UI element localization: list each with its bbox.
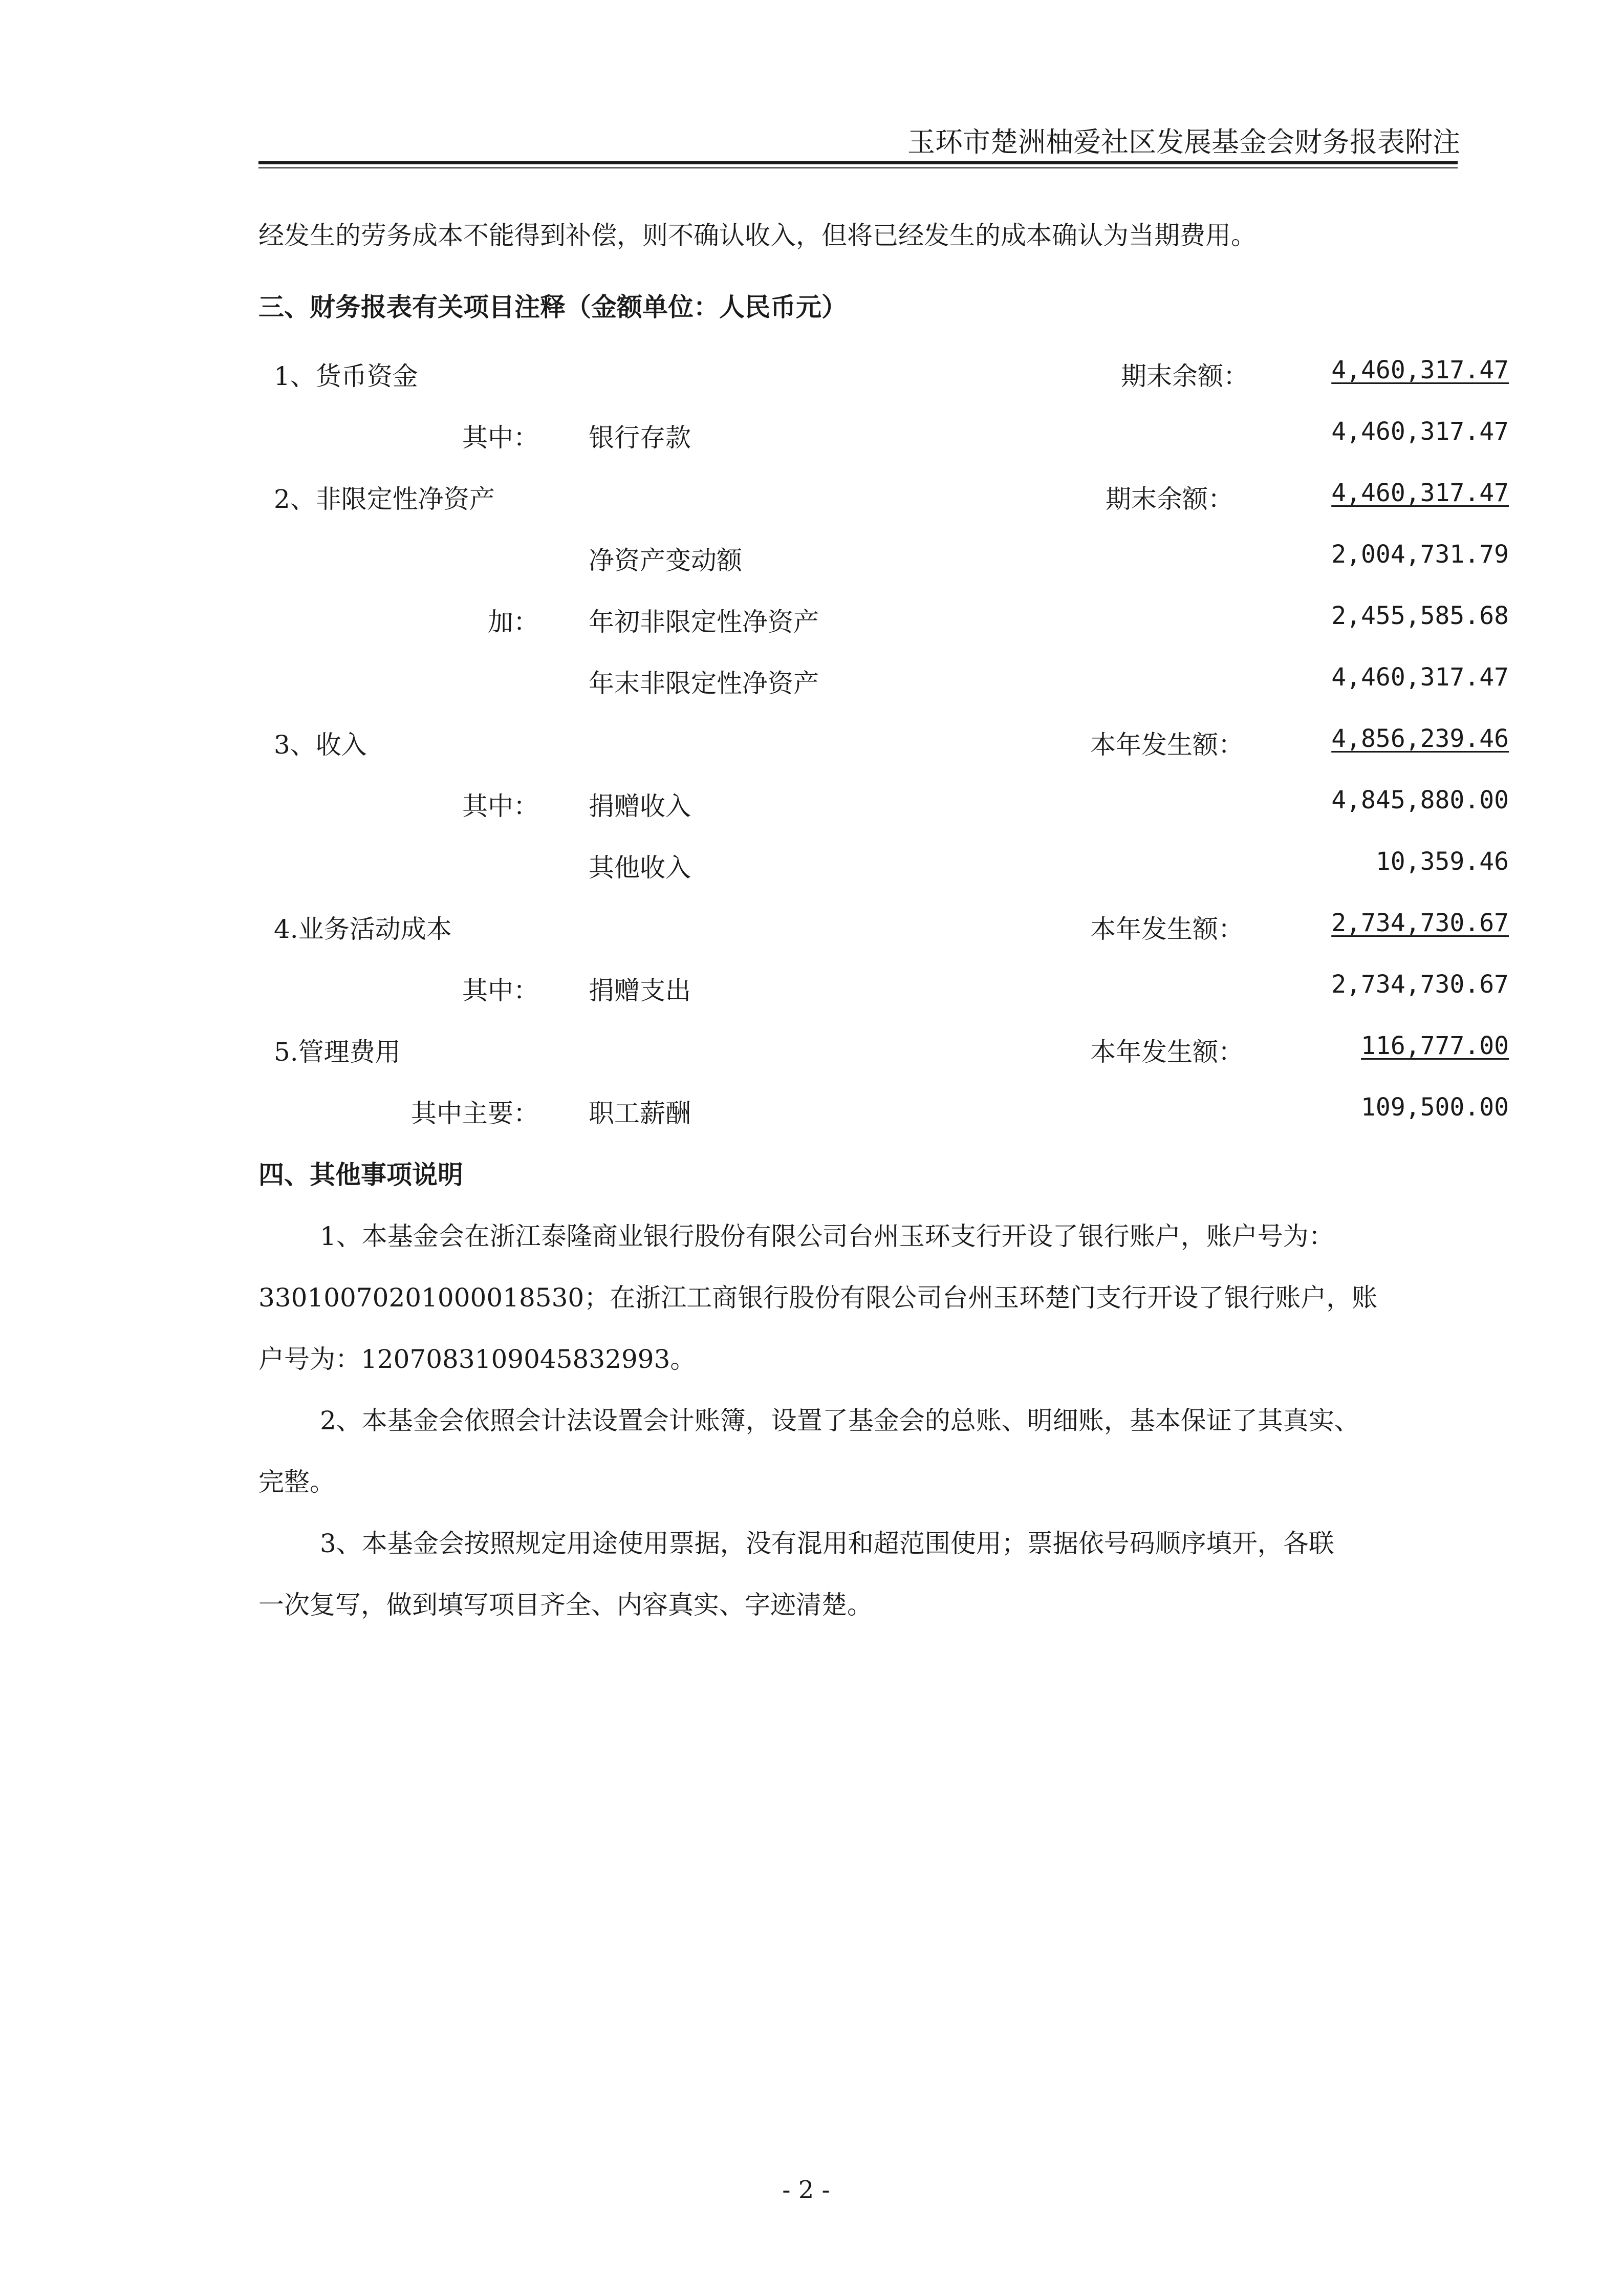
row-key: 本年发生额： (1090, 914, 1244, 944)
page-number: - 2 - (782, 2176, 830, 2204)
row-value: 4,460,317.47 (1331, 479, 1509, 507)
row-value: 4,460,317.47 (1331, 356, 1509, 384)
section3-heading: 三、财务报表有关项目注释（金额单位：人民币元） (258, 292, 847, 322)
row-key: 期末余额： (1121, 361, 1249, 391)
row-label: 其他收入 (589, 853, 691, 883)
row-label: 净资产变动额 (589, 546, 742, 575)
row-value: 2,455,585.68 (1331, 602, 1509, 630)
row-label: 4.业务活动成本 (274, 914, 452, 944)
paragraph-line: 完整。 (258, 1467, 335, 1497)
row-value: 4,460,317.47 (1331, 663, 1509, 692)
section4-heading: 四、其他事项说明 (258, 1160, 463, 1190)
row-value: 4,460,317.47 (1331, 417, 1509, 446)
paragraph-line: 3、本基金会按照规定用途使用票据，没有混用和超范围使用；票据依号码顺序填开，各联 (320, 1529, 1334, 1558)
header-rule-thin (258, 167, 1458, 168)
row-value: 2,004,731.79 (1331, 540, 1509, 569)
row-label: 职工薪酬 (589, 1099, 691, 1128)
row-value: 4,845,880.00 (1331, 786, 1509, 814)
row-label: 捐赠收入 (589, 791, 691, 821)
row-label: 年初非限定性净资产 (589, 607, 819, 637)
paragraph-line: 户号为：1207083109045832993。 (258, 1344, 696, 1374)
header-rule (258, 161, 1458, 164)
row-label: 3、收入 (274, 730, 367, 760)
row-prefix: 加： (488, 607, 539, 637)
row-label: 年末非限定性净资产 (589, 669, 819, 698)
row-label: 银行存款 (589, 423, 691, 453)
paragraph-line: 33010070201000018530；在浙江工商银行股份有限公司台州玉环楚门支行开设了银行账户，账 (258, 1283, 1378, 1313)
row-value: 116,777.00 (1361, 1032, 1509, 1060)
paragraph-line: 1、本基金会在浙江泰隆商业银行股份有限公司台州玉环支行开设了银行账户，账户号为： (320, 1221, 1334, 1251)
intro-continuation: 经发生的劳务成本不能得到补偿，则不确认收入，但将已经发生的成本确认为当期费用。 (258, 221, 1257, 250)
row-value: 109,500.00 (1361, 1093, 1509, 1122)
paragraph-line: 2、本基金会依照会计法设置会计账簿，设置了基金会的总账、明细账，基本保证了其真实、 (320, 1406, 1360, 1435)
row-value: 2,734,730.67 (1331, 909, 1509, 937)
row-prefix: 其中主要： (411, 1099, 539, 1128)
row-key: 本年发生额： (1090, 730, 1244, 760)
row-prefix: 其中： (462, 423, 539, 453)
paragraph-line: 一次复写，做到填写项目齐全、内容真实、字迹清楚。 (258, 1590, 873, 1620)
row-label: 2、非限定性净资产 (274, 484, 495, 514)
row-value: 10,359.46 (1375, 847, 1509, 876)
row-value: 4,856,239.46 (1331, 724, 1509, 753)
row-prefix: 其中： (462, 976, 539, 1005)
row-label: 1、货币资金 (274, 361, 418, 391)
document-header-title: 玉环市楚洲柚爱社区发展基金会财务报表附注 (907, 126, 1460, 158)
row-value: 2,734,730.67 (1331, 970, 1509, 999)
row-key: 期末余额： (1106, 484, 1233, 514)
row-label: 捐赠支出 (589, 976, 691, 1005)
row-label: 5.管理费用 (274, 1037, 401, 1067)
row-prefix: 其中： (462, 791, 539, 821)
row-key: 本年发生额： (1090, 1037, 1244, 1067)
